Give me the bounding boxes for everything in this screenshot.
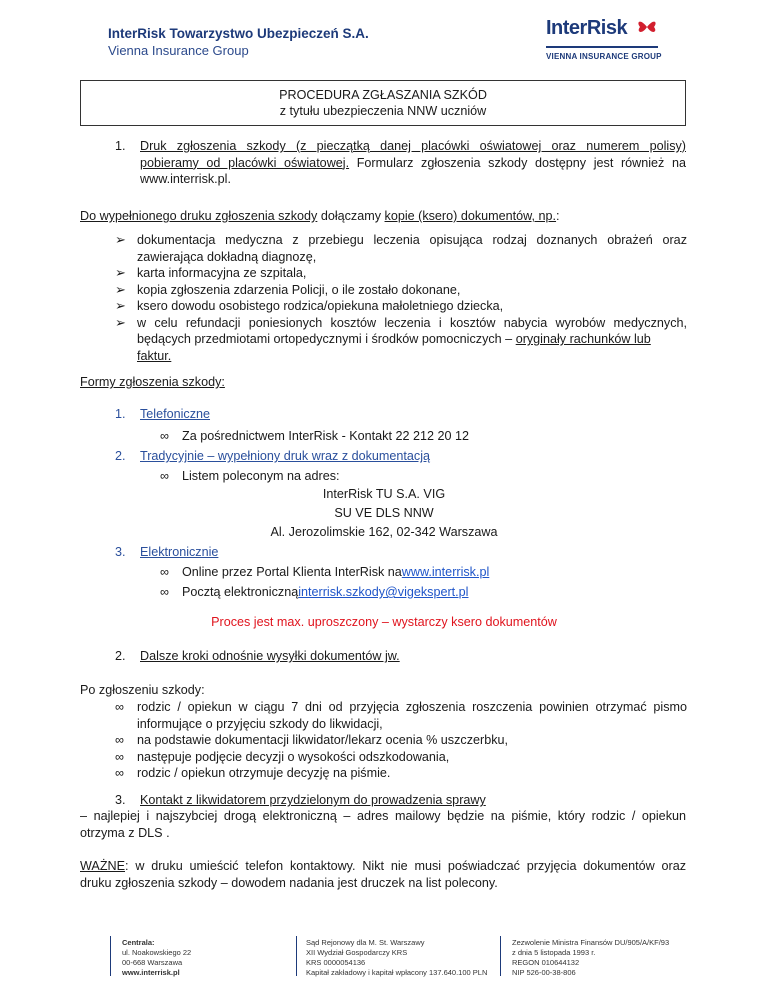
footer-col-registry: Sąd Rejonowy dla M. St. Warszawy XII Wydział Gospodarczy KRS KRS 0000054136 Kapitał zakładowy i kapitał wpłacony 137.640.100 PLN [306,938,488,977]
list-item: ➢ ksero dowodu osobistego rodzica/opiekuna małoletniego dziecka, [115,298,504,313]
footer-divider [110,936,111,976]
form2-detail: ∞ Listem poleconym na adres: [160,469,340,483]
step2-number: 2. [115,649,126,663]
title-line1: PROCEDURA ZGŁASZANIA SZKÓD [279,88,487,102]
step3-line2: – najlepiej i najszybciej drogą elektroniczną – adres mailowy będzie na piśmie, który rodzic / opiekun [80,809,686,823]
step1-text: Druk zgłoszenia szkody (z pieczątką danej placówki oświatowej oraz numerem polisy) pobieramy od placówki oświatowej. Formularz zgłoszenia szkody dostępny jest również na www.interrisk.pl. [140,139,686,186]
list-item: ➢ dokumentacja medyczna z przebiegu leczenia opisująca rodzaj doznanych obrażeń oraz [115,232,687,247]
list-item: ➢ kopia zgłoszenia zdarzenia Policji, o ile zostało dokonane, [115,281,461,297]
arrow-bullet-icon: ➢ [115,298,126,313]
list-item-cont: informujące o przyjęciu szkody do likwidacji, [137,716,383,731]
logo-subtitle: VIENNA INSURANCE GROUP [546,52,662,61]
infinity-bullet-icon: ∞ [115,749,124,764]
list-item: ∞ następuje podjęcie decyzji o wysokości odszkodowania, [115,749,450,764]
form2-title: Tradycyjnie – wypełniony druk wraz z dokumentacją [140,449,431,463]
documents-list [115,232,687,364]
list-item-cont: zawierająca dokładną diagnozę, [137,249,317,264]
after-heading: Po zgłoszeniu szkody: [80,683,205,697]
company-line2: Vienna Insurance Group [108,42,249,58]
form3-title: Elektronicznie [140,545,219,559]
arrow-bullet-icon: ➢ [115,232,126,247]
process-note: Proces jest max. uproszczony – wystarczy ksero dokumentów [211,615,557,629]
logo-wordmark: InterRisk [546,17,628,39]
company-name [108,26,369,59]
form1-detail: ∞ Za pośrednictwem InterRisk - Kontakt 22 212 20 12 [160,429,470,443]
list-item-cont: będących przedmiotami ortopedycznymi i środków pomocniczych – oryginały rachunków lub [137,332,651,346]
step1-underlined-1: Druk zgłoszenia szkody (z pieczątką danej placówki oświatowej oraz numerem polisy) [140,139,686,153]
form3-detail2: ∞ Pocztą elektroniczną interrisk.szkody@vigekspert.pl [160,585,469,599]
arrow-bullet-icon: ➢ [115,314,126,330]
infinity-bullet-icon: ∞ [115,733,124,747]
company-line1: InterRisk Towarzystwo Ubezpieczeń S.A. [108,26,369,41]
attach-line: Do wypełnionego druku zgłoszenia szkody dołączamy kopie (ksero) dokumentów, np.: [80,209,560,223]
step1-underlined-2: pobieramy od placówki oświatowej. [140,155,350,170]
important-line2: druku zgłoszenia szkody – dowodem nadania jest druczek na list polecony. [80,876,498,890]
address-line2: SU VE DLS NNW [334,506,434,520]
footer-col-address: Centrala: ul. Noakowskiego 22 00-668 Warszawa www.interrisk.pl [122,938,192,977]
list-item: ➢ w celu refundacji poniesionych kosztów leczenia i kosztów nabycia wyrobów medycznych, [115,314,687,330]
email-link[interactable]: interrisk.szkody@vigekspert.pl [298,585,469,599]
title-box [80,80,686,126]
list-item: ➢ karta informacyjna ze szpitala, [115,265,307,280]
step1-line3: www.interrisk.pl. [140,172,231,186]
title-line2: z tytułu ubezpieczenia NNW uczniów [279,104,487,118]
address-line1: InterRisk TU S.A. VIG [322,487,446,501]
forms-heading: Formy zgłoszenia szkody: [80,375,225,389]
address-line3: Al. Jerozolimskie 162, 02-342 Warszawa [270,525,498,539]
list-item: ∞ rodzic / opiekun w ciągu 7 dni od przyjęcia zgłoszenia roszczenia powinien otrzymać pismo [115,700,687,714]
list-item: ∞ rodzic / opiekun otrzymuje decyzję na piśmie. [115,766,391,780]
step2-text: Dalsze kroki odnośnie wysyłki dokumentów jw. [140,649,400,663]
step1-number: 1. [115,139,126,153]
interrisk-logo [540,17,662,70]
butterfly-icon [636,16,658,38]
form2-number: 2. [115,449,126,463]
infinity-bullet-icon: ∞ [115,766,124,780]
important-line1: WAŻNE: w druku umieścić telefon kontaktowy. Nikt nie musi poświadczać przyjęcia dokumentów oraz [80,859,686,873]
step3-line3: otrzyma z DLS . [80,826,170,840]
infinity-bullet-icon: ∞ [160,565,169,579]
list-item: ∞ na podstawie dokumentacji likwidator/lekarz ocenia % uszczerbku, [115,733,508,747]
form3-detail1: ∞ Online przez Portal Klienta InterRisk na www.interrisk.pl [160,565,490,579]
arrow-bullet-icon: ➢ [115,265,126,280]
infinity-bullet-icon: ∞ [160,429,169,443]
footer-divider [296,936,297,976]
footer-divider [500,936,501,976]
arrow-bullet-icon: ➢ [115,281,126,297]
step3-number: 3. [115,793,126,807]
step3-text: Kontakt z likwidatorem przydzielonym do prowadzenia sprawy [140,793,486,807]
important-label: WAŻNE [80,859,126,873]
form1-number: 1. [115,407,126,421]
list-item-cont: faktur. [137,348,172,363]
footer-col-permit: Zezwolenie Ministra Finansów DU/905/A/KF/93 z dnia 5 listopada 1993 r. REGON 010644132 NIP 526-00-38-806 [512,938,670,977]
infinity-bullet-icon: ∞ [160,469,169,483]
form3-number: 3. [115,545,126,559]
form1-title: Telefoniczne [140,407,211,421]
portal-link[interactable]: www.interrisk.pl [401,565,490,579]
infinity-bullet-icon: ∞ [115,700,124,714]
after-list [115,699,687,782]
infinity-bullet-icon: ∞ [160,585,169,599]
